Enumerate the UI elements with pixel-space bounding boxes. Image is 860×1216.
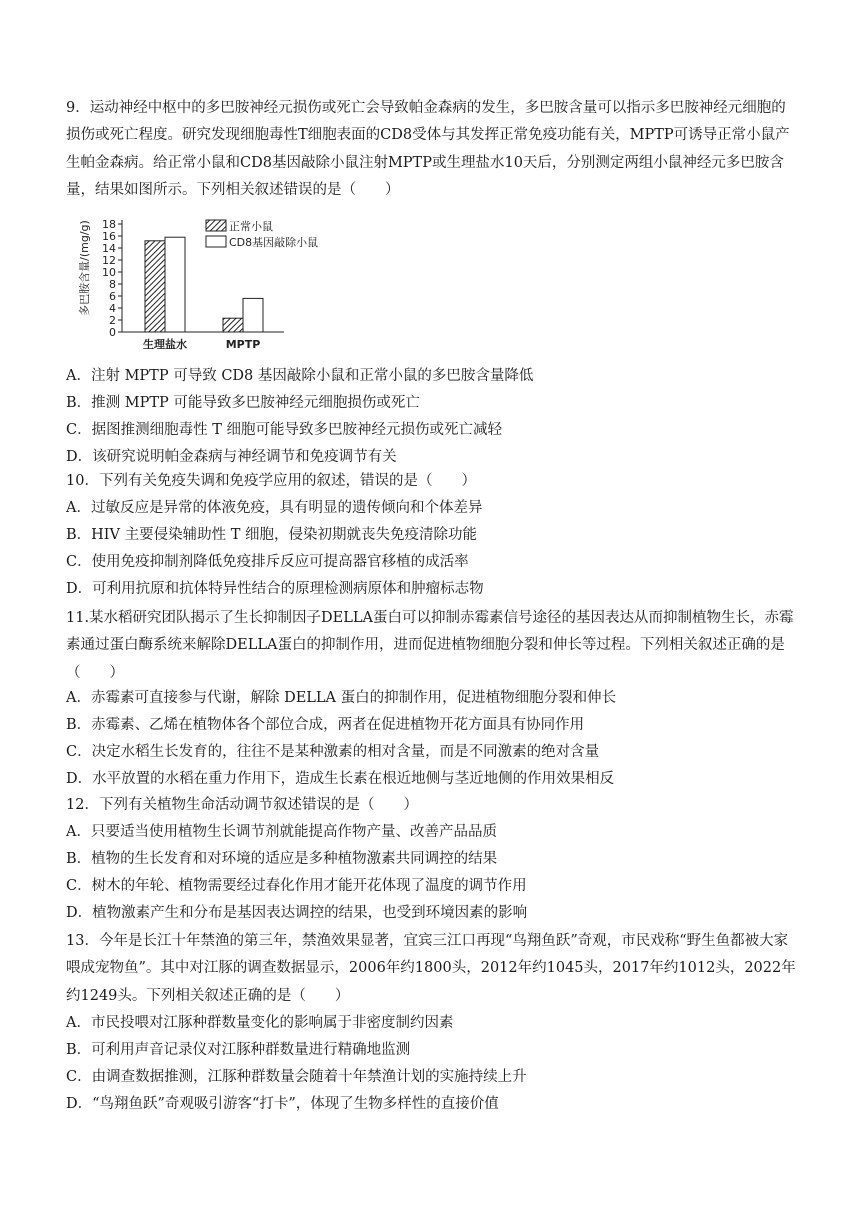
q10-option-c: C．使用免疫抑制剂降低免疫排斥反应可提高器官移植的成活率 [66, 554, 469, 570]
x-category-label: MPTP [225, 338, 261, 351]
q9-option-c: C．据图推测细胞毒性 T 细胞可能导致多巴胺神经元损伤或死亡减轻 [66, 422, 502, 438]
q12-option-c: C．树木的年轮、植物需要经过春化作用才能开花体现了温度的调节作用 [66, 878, 527, 894]
dopamine-bar-chart [74, 208, 354, 356]
bar-cd8-ko-0 [165, 237, 185, 332]
x-axis [122, 332, 284, 351]
y-tick-label: 6 [109, 290, 116, 303]
q11-option-d: D．水平放置的水稻在重力作用下，造成生长素在根近地侧与茎近地侧的作用效果相反 [66, 771, 615, 787]
chart-legend [206, 219, 318, 249]
bar-cd8-ko-1 [243, 298, 263, 332]
question-12-stem: 12．下列有关植物生命活动调节叙述错误的是（ ） [66, 797, 418, 813]
q12-option-d: D．植物激素产生和分布是基因表达调控的结果，也受到环境因素的影响 [66, 905, 528, 921]
q10-option-d: D．可利用抗原和抗体特异性结合的原理检测病原体和肿瘤标志物 [66, 581, 484, 597]
y-tick-label: 4 [109, 302, 116, 315]
legend-swatch [206, 220, 226, 231]
q10-option-b: B．HIV 主要侵染辅助性 T 细胞，侵染初期就丧失免疫清除功能 [66, 527, 477, 543]
x-category-label: 生理盐水 [143, 338, 187, 351]
q13-option-c: C．由调查数据推测，江豚种群数量会随着十年禁渔计划的实施持续上升 [66, 1069, 527, 1085]
y-tick-label: 10 [102, 266, 116, 279]
question-11-stem: 11.某水稻研究团队揭示了生长抑制因子DELLA蛋白可以抑制赤霉素信号途径的基因表达从而抑制植物生长，赤霉素通过蛋白酶系统来解除DELLA蛋白的抑制作用，进而促进植物细胞分裂和伸长等过程。下列相关叙述正确的是（ ） [66, 610, 794, 681]
q9-option-b: B．推测 MPTP 可能导致多巴胺神经元细胞损伤或死亡 [66, 395, 420, 411]
q13-option-a: A．市民投喂对江豚种群数量变化的影响属于非密度制约因素 [66, 1015, 454, 1031]
y-tick-label: 12 [102, 254, 116, 267]
y-axis [102, 218, 122, 339]
q12-option-a: A．只要适当使用植物生长调节剂就能提高作物产量、改善产品品质 [66, 824, 497, 840]
question-10-stem: 10．下列有关免疫失调和免疫学应用的叙述，错误的是（ ） [66, 473, 476, 489]
y-tick-label: 18 [102, 218, 116, 231]
y-axis-label: 多巴胺含量/(mg/g) [78, 220, 91, 316]
q12-option-b: B．植物的生长发育和对环境的适应是多种植物激素共同调控的结果 [66, 851, 498, 867]
y-tick-label: 2 [109, 314, 116, 327]
q11-option-b: B．赤霉素、乙烯在植物体各个部位合成，两者在促进植物开花方面具有协同作用 [66, 717, 585, 733]
q11-option-a: A．赤霉素可直接参与代谢，解除 DELLA 蛋白的抑制作用，促进植物细胞分裂和伸长 [66, 690, 617, 706]
y-tick-label: 0 [109, 326, 116, 339]
y-tick-label: 16 [102, 230, 116, 243]
q13-option-b: B．可利用声音记录仪对江豚种群数量进行精确地监测 [66, 1042, 411, 1058]
q13-option-d: D．“鸟翔鱼跃”奇观吸引游客“打卡”，体现了生物多样性的直接价值 [66, 1096, 499, 1112]
q10-option-a: A．过敏反应是异常的体液免疫，具有明显的遗传倾向和个体差异 [66, 500, 483, 516]
legend-label: 正常小鼠 [229, 220, 273, 233]
legend-swatch [206, 236, 226, 247]
bars [145, 237, 263, 332]
bar-normal-1 [223, 318, 243, 332]
y-tick-label: 14 [102, 242, 116, 255]
bar-normal-0 [145, 241, 165, 332]
legend-label: CD8基因敲除小鼠 [229, 236, 319, 249]
q11-option-c: C．决定水稻生长发育的，往往不是某种激素的相对含量，而是不同激素的绝对含量 [66, 744, 600, 760]
y-tick-label: 8 [109, 278, 116, 291]
question-13-stem: 13．今年是长江十年禁渔的第三年，禁渔效果显著，宜宾三江口再现“鸟翔鱼跃”奇观，市民戏称“野生鱼都被大家喂成宠物鱼”。其中对江豚的调查数据显示，2006年约1800头，2012年约1045头，2017年约1012头，2022年约1249头。下列相关叙述正确的是（ ） [66, 933, 796, 1004]
q9-option-a: A．注射 MPTP 可导致 CD8 基因敲除小鼠和正常小鼠的多巴胺含量降低 [66, 368, 534, 384]
q9-option-d: D．该研究说明帕金森病与神经调节和免疫调节有关 [66, 449, 397, 465]
question-9-stem: 9．运动神经中枢中的多巴胺神经元损伤或死亡会导致帕金森病的发生，多巴胺含量可以指示多巴胺神经元细胞的损伤或死亡程度。研究发现细胞毒性T细胞表面的CD8受体与其发挥正常免疫功能有关，MPTP可诱导正常小鼠产生帕金森病。给正常小鼠和CD8基因敲除小鼠注射MPTP或生理盐水10天后，分别测定两组小鼠神经元多巴胺含量，结果如图所示。下列相关叙述错误的是（ ） [66, 100, 790, 199]
